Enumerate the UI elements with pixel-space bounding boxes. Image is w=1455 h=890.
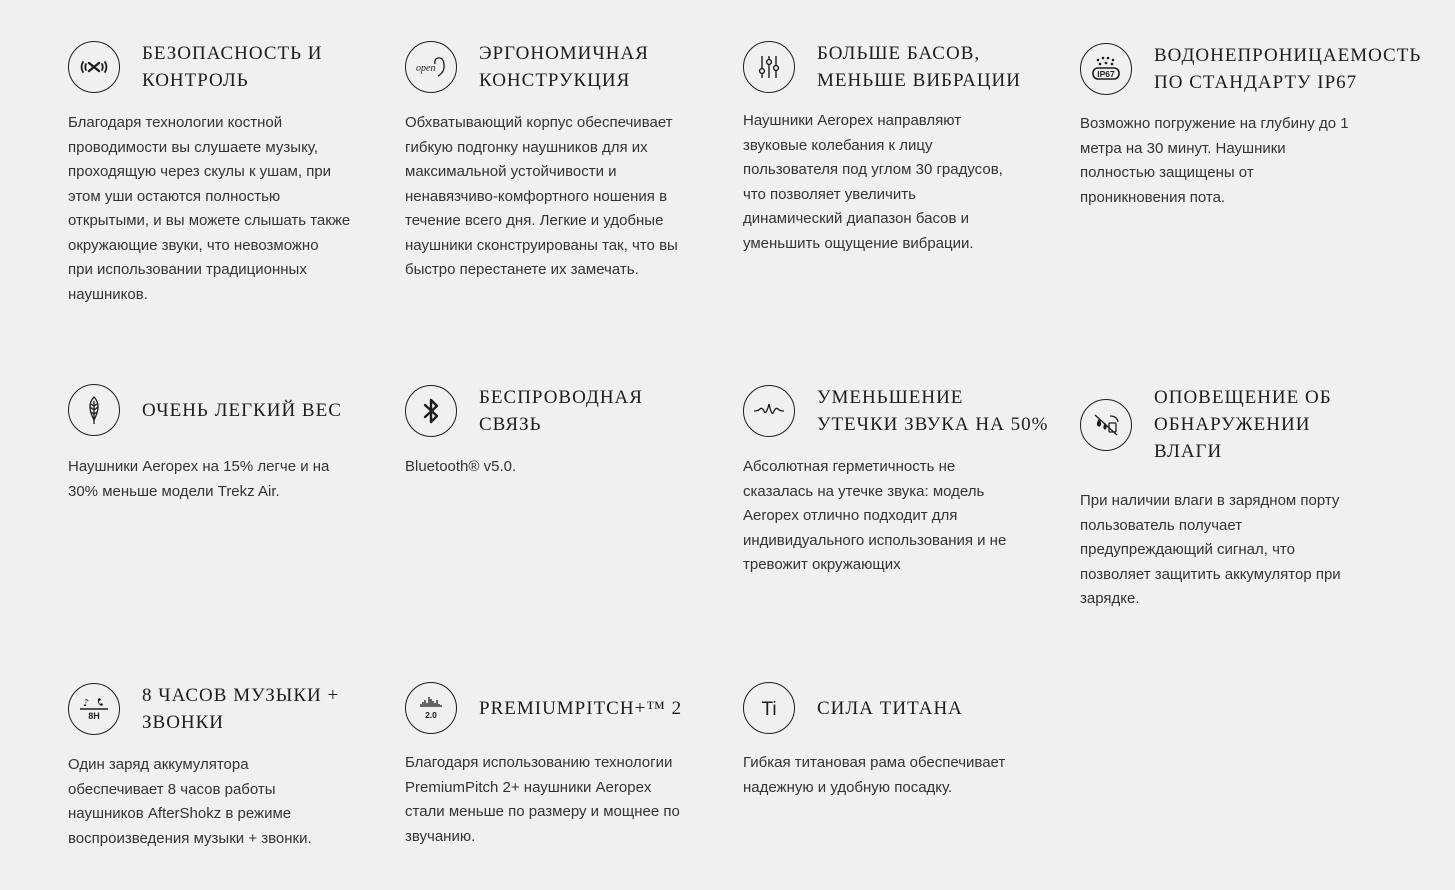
feature-description: Абсолютная герметичность не сказалась на утечке звука: модель Aeropex отлично подходит для индивидуального использования и не тревожит окружающих bbox=[743, 458, 1007, 573]
battery-8h-icon bbox=[68, 683, 120, 735]
feature-description: Возможно погружение на глубину до 1 метра на 30 минут. Наушники полностью защищены от проникновения пота. bbox=[1080, 115, 1349, 206]
feature-title: ВОДОНЕПРОНИЦАЕМОСТЬ ПО СТАНДАРТУ IP67 bbox=[1154, 45, 1422, 93]
feature-ergonomic bbox=[405, 40, 725, 283]
svg-text:open: open bbox=[416, 63, 436, 74]
feature-waterproof bbox=[1080, 42, 1440, 210]
svg-text:♪: ♪ bbox=[82, 698, 90, 709]
feature-moisture bbox=[1080, 384, 1400, 612]
titanium-icon bbox=[743, 682, 795, 734]
svg-text:2.0: 2.0 bbox=[425, 710, 437, 720]
safety-soundwave-icon bbox=[68, 41, 120, 93]
feature-premiumpitch bbox=[405, 682, 725, 849]
svg-text:8H: 8H bbox=[88, 711, 100, 721]
feature-title: ЭРГОНОМИЧНАЯ КОНСТРУКЦИЯ bbox=[479, 43, 649, 91]
feature-description: Наушники Aeropex на 15% легче и на 30% меньше модели Trekz Air. bbox=[68, 458, 330, 500]
feature-title: 8 ЧАСОВ МУЗЫКИ + ЗВОНКИ bbox=[142, 685, 340, 733]
feature-description: Благодаря использованию технологии PremiumPitch 2+ наушники Aeropex стали меньше по размеру и мощнее по звучанию. bbox=[405, 754, 680, 845]
feature-title: БОЛЬШЕ БАСОВ, МЕНЬШЕ ВИБРАЦИИ bbox=[817, 43, 1021, 91]
feature-description: Гибкая титановая рама обеспечивает надежную и удобную посадку. bbox=[743, 754, 1006, 796]
feature-titanium bbox=[743, 682, 1063, 800]
feature-description: Один заряд аккумулятора обеспечивает 8 часов работы наушников AfterShokz в режиме воспроизведения музыки + звонки. bbox=[68, 756, 312, 847]
feature-lightweight bbox=[68, 384, 388, 504]
feature-bass bbox=[743, 40, 1063, 256]
moisture-alert-icon bbox=[1080, 399, 1132, 451]
feature-title: БЕСПРОВОДНАЯ СВЯЗЬ bbox=[479, 387, 643, 435]
feature-description: При наличии влаги в зарядном порту пользователь получает предупреждающий сигнал, что позволяет защитить аккумулятор при зарядке. bbox=[1080, 492, 1341, 607]
feature-wireless bbox=[405, 384, 725, 480]
feature-battery bbox=[68, 682, 388, 851]
equalizer-icon bbox=[743, 41, 795, 93]
feature-title: ОЧЕНЬ ЛЕГКИЙ ВЕС bbox=[142, 399, 342, 421]
premiumpitch-icon bbox=[405, 682, 457, 734]
feather-icon bbox=[68, 384, 120, 436]
open-ear-icon bbox=[405, 41, 457, 93]
feature-description: Обхватывающий корпус обеспечивает гибкую подгонку наушников для их максимальной устойчивости и ненавязчиво-комфортного ношения в течение всего дня. Легкие и удобные наушники сконструированы так, что вы быстро перестанете их замечать. bbox=[405, 114, 678, 278]
feature-description: Bluetooth® v5.0. bbox=[405, 458, 517, 475]
feature-safety bbox=[68, 40, 388, 307]
feature-sound-leak bbox=[743, 384, 1063, 578]
feature-title: СИЛА ТИТАНА bbox=[817, 697, 963, 719]
feature-title: PREMIUMPITCH+™ 2 bbox=[479, 697, 683, 719]
svg-text:Ti: Ti bbox=[761, 699, 777, 720]
feature-title: УМЕНЬШЕНИЕ УТЕЧКИ ЗВУКА НА 50% bbox=[817, 387, 1049, 435]
feature-description: Благодаря технологии костной проводимости вы слушаете музыку, проходящую через скулы к ушам, при этом уши остаются полностью открытыми, и вы можете слышать также окружающие звуки, что невозможно при использовании традиционных наушников. bbox=[68, 114, 351, 303]
bluetooth-icon bbox=[405, 385, 457, 437]
feature-title: ОПОВЕЩЕНИЕ ОБ ОБНАРУЖЕНИИ ВЛАГИ bbox=[1154, 387, 1332, 462]
feature-description: Наушники Aeropex направляют звуковые колебания к лицу пользователя под углом 30 градусов, что позволяет увеличить динамический диапазон басов и уменьшить ощущение вибрации. bbox=[743, 112, 1003, 252]
svg-text:IP67: IP67 bbox=[1097, 69, 1115, 79]
sound-leak-icon bbox=[743, 385, 795, 437]
feature-title: БЕЗОПАСНОСТЬ И КОНТРОЛЬ bbox=[142, 43, 323, 91]
waterproof-icon bbox=[1080, 43, 1132, 95]
